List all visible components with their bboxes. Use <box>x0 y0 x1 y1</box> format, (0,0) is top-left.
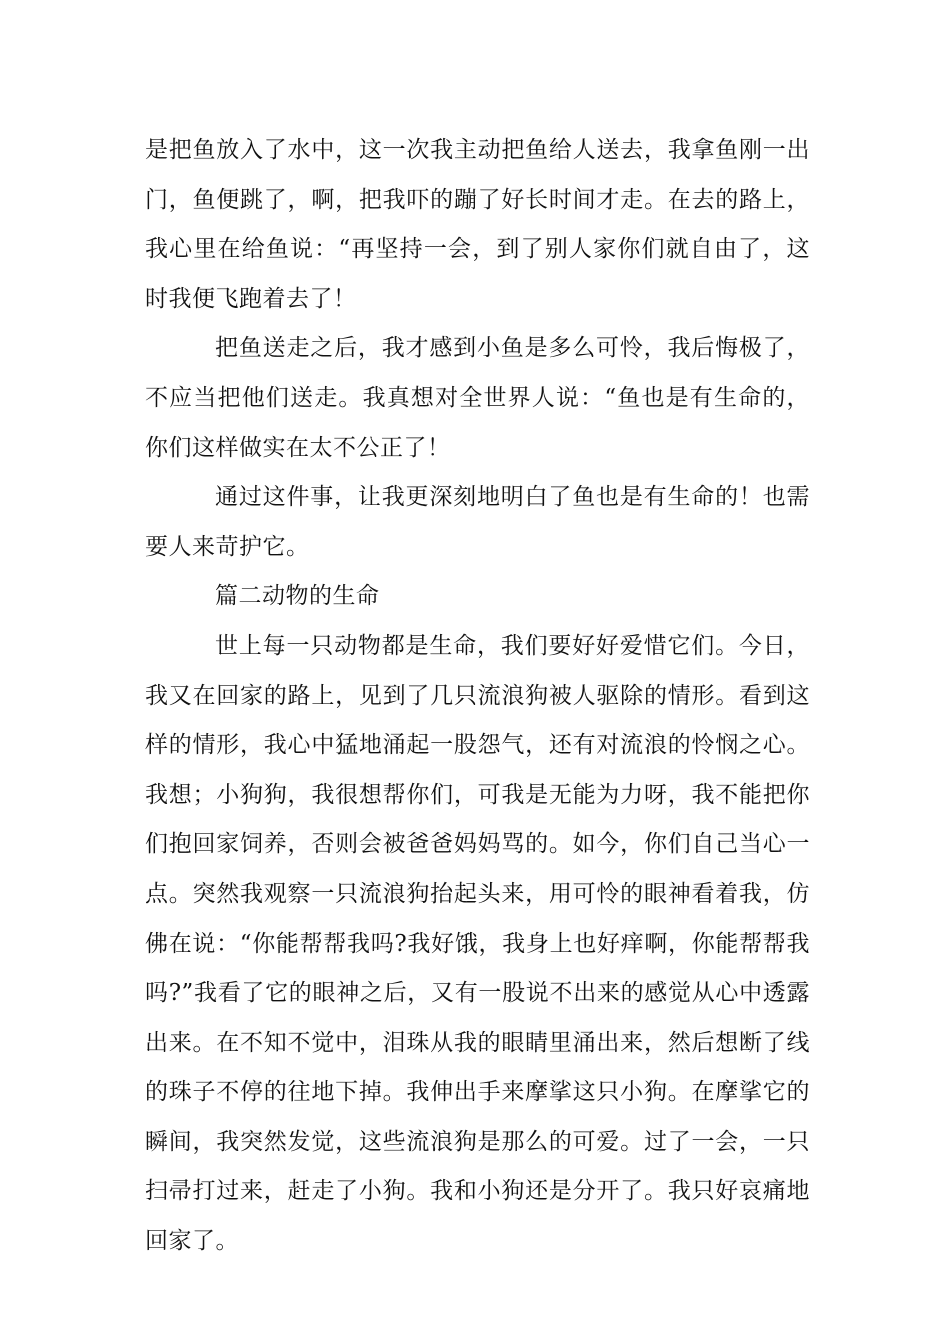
body-text <box>145 126 810 1267</box>
section-heading: 篇二动物的生命 <box>215 583 380 610</box>
paragraph: 通过这件事，让我更深刻地明白了鱼也是有生命的！也需要人来苛护它。 <box>145 484 810 560</box>
paragraph: 把鱼送走之后，我才感到小鱼是多么可怜，我后悔极了，不应当把他们送走。我真想对全世界人说：“鱼也是有生命的，你们这样做实在太不公正了！ <box>145 335 810 461</box>
paragraph: 世上每一只动物都是生命，我们要好好爱惜它们。今日，我又在回家的路上，见到了几只流浪狗被人驱除的情形。看到这样的情形，我心中猛地涌起一股怨气，还有对流浪的怜悯之心。我想；小狗狗，我很想帮你们，可我是无能为力呀，我不能把你们抱回家饲养，否则会被爸爸妈妈骂的。如今，你们自己当心一点。突然我观察一只流浪狗抬起头来，用可怜的眼神看着我，仿佛在说：“你能帮帮我吗?我好饿，我身上也好痒啊，你能帮帮我吗?”我看了它的眼神之后，又有一股说不出来的感觉从心中透露出来。在不知不觉中，泪珠从我的眼睛里涌出来，然后想断了线的珠子不停的往地下掉。我伸出手来摩挲这只小狗。在摩挲它的瞬间，我突然发觉，这些流浪狗是那么的可爱。过了一会，一只扫帚打过来，赶走了小狗。我和小狗还是分开了。我只好哀痛地回家了。 <box>145 632 810 1255</box>
paragraph-continuation: 是把鱼放入了水中，这一次我主动把鱼给人送去，我拿鱼刚一出门，鱼便跳了，啊，把我吓的蹦了好长时间才走。在去的路上，我心里在给鱼说：“再坚持一会，到了别人家你们就自由了，这时我便飞跑着去了！ <box>145 137 810 312</box>
